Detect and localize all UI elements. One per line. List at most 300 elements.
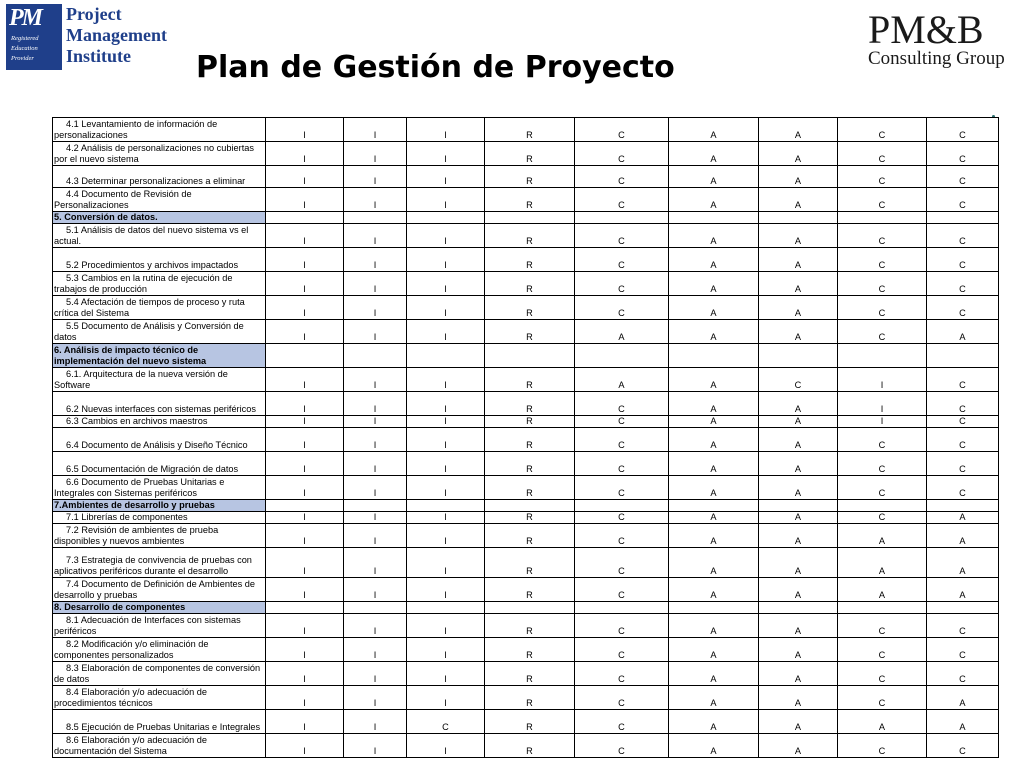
table-row xyxy=(53,392,999,416)
pmi-logo-word: Institute xyxy=(66,46,132,66)
activity-description: 7.2 Revisión de ambientes de prueba disponibles y nuevos ambientes xyxy=(53,524,266,548)
table-row xyxy=(53,578,999,602)
section-row xyxy=(53,212,999,224)
raci-cell: C xyxy=(838,142,927,166)
raci-cell: C xyxy=(575,272,669,296)
raci-cell: A xyxy=(669,662,759,686)
raci-cell: C xyxy=(575,416,669,428)
raci-cell: C xyxy=(575,710,669,734)
raci-cell: I xyxy=(407,638,485,662)
raci-cell: R xyxy=(485,118,575,142)
activity-description: 4.4 Documento de Revisión de Personalizaciones xyxy=(53,188,266,212)
raci-cell: R xyxy=(485,272,575,296)
activity-description: 5.4 Afectación de tiempos de proceso y ruta crítica del Sistema xyxy=(53,296,266,320)
raci-cell: I xyxy=(407,686,485,710)
raci-cell: I xyxy=(266,734,344,758)
raci-cell: I xyxy=(344,188,407,212)
raci-cell: C xyxy=(927,224,999,248)
raci-cell: I xyxy=(344,548,407,578)
section-row xyxy=(53,602,999,614)
raci-cell: A xyxy=(669,548,759,578)
raci-cell: R xyxy=(485,476,575,500)
raci-cell xyxy=(838,602,927,614)
raci-cell: I xyxy=(344,118,407,142)
raci-cell: C xyxy=(838,428,927,452)
raci-cell: A xyxy=(669,452,759,476)
raci-cell: I xyxy=(266,524,344,548)
raci-cell: C xyxy=(575,734,669,758)
raci-cell: A xyxy=(927,710,999,734)
raci-cell: A xyxy=(669,188,759,212)
raci-cell: A xyxy=(759,734,838,758)
raci-cell: C xyxy=(838,320,927,344)
raci-cell: C xyxy=(575,118,669,142)
raci-cell: R xyxy=(485,416,575,428)
raci-cell: A xyxy=(669,142,759,166)
raci-cell: I xyxy=(407,272,485,296)
raci-table xyxy=(52,117,999,758)
table-row xyxy=(53,662,999,686)
raci-cell: I xyxy=(266,142,344,166)
raci-cell: A xyxy=(669,296,759,320)
raci-cell xyxy=(266,602,344,614)
raci-cell: A xyxy=(575,368,669,392)
raci-cell: I xyxy=(407,248,485,272)
raci-cell: I xyxy=(407,452,485,476)
raci-cell: R xyxy=(485,524,575,548)
raci-cell: A xyxy=(759,272,838,296)
raci-cell: A xyxy=(927,320,999,344)
raci-cell xyxy=(927,500,999,512)
raci-cell xyxy=(407,212,485,224)
raci-cell: A xyxy=(838,578,927,602)
raci-cell: C xyxy=(575,224,669,248)
raci-cell: R xyxy=(485,188,575,212)
raci-cell: A xyxy=(669,224,759,248)
raci-cell xyxy=(407,500,485,512)
raci-cell: R xyxy=(485,686,575,710)
raci-cell: I xyxy=(407,662,485,686)
section-row xyxy=(53,500,999,512)
raci-cell: I xyxy=(266,188,344,212)
table-row xyxy=(53,512,999,524)
raci-cell: C xyxy=(575,524,669,548)
activity-description: 4.3 Determinar personalizaciones a eliminar xyxy=(53,166,266,188)
raci-cell: I xyxy=(266,710,344,734)
raci-cell xyxy=(838,212,927,224)
raci-cell: A xyxy=(669,476,759,500)
raci-cell: A xyxy=(927,512,999,524)
raci-cell: C xyxy=(927,188,999,212)
raci-cell: A xyxy=(759,614,838,638)
raci-cell: I xyxy=(344,614,407,638)
raci-cell: I xyxy=(407,416,485,428)
raci-cell: A xyxy=(669,368,759,392)
raci-cell: C xyxy=(927,428,999,452)
raci-cell: I xyxy=(266,118,344,142)
raci-cell: C xyxy=(838,224,927,248)
raci-cell: A xyxy=(927,524,999,548)
table-row xyxy=(53,224,999,248)
raci-cell: C xyxy=(838,272,927,296)
raci-cell: I xyxy=(344,416,407,428)
raci-cell: I xyxy=(344,512,407,524)
raci-cell: A xyxy=(759,686,838,710)
raci-cell: I xyxy=(266,662,344,686)
raci-cell xyxy=(759,602,838,614)
raci-cell xyxy=(485,500,575,512)
raci-cell: C xyxy=(575,638,669,662)
raci-matrix xyxy=(52,117,998,758)
raci-cell: I xyxy=(407,476,485,500)
raci-cell: I xyxy=(266,166,344,188)
raci-cell: C xyxy=(575,512,669,524)
raci-cell: I xyxy=(266,686,344,710)
activity-description: 4.2 Análisis de personalizaciones no cubiertas por el nuevo sistema xyxy=(53,142,266,166)
raci-cell xyxy=(575,212,669,224)
raci-cell: A xyxy=(669,578,759,602)
raci-cell: I xyxy=(407,548,485,578)
raci-cell: A xyxy=(759,548,838,578)
raci-cell: I xyxy=(407,188,485,212)
raci-cell: I xyxy=(344,428,407,452)
raci-cell xyxy=(669,344,759,368)
raci-cell: C xyxy=(927,452,999,476)
raci-cell: C xyxy=(407,710,485,734)
raci-cell: R xyxy=(485,392,575,416)
raci-cell: R xyxy=(485,142,575,166)
raci-cell: I xyxy=(266,578,344,602)
raci-cell xyxy=(575,344,669,368)
raci-cell: R xyxy=(485,734,575,758)
raci-cell: I xyxy=(266,296,344,320)
activity-description: 8.1 Adecuación de Interfaces con sistemas periféricos xyxy=(53,614,266,638)
raci-cell: C xyxy=(575,614,669,638)
raci-cell xyxy=(669,212,759,224)
activity-description: 6.5 Documentación de Migración de datos xyxy=(53,452,266,476)
raci-cell: A xyxy=(759,416,838,428)
activity-description: 8.5 Ejecución de Pruebas Unitarias e Integrales xyxy=(53,710,266,734)
raci-cell xyxy=(927,602,999,614)
raci-cell: C xyxy=(838,686,927,710)
raci-cell: I xyxy=(344,392,407,416)
raci-cell: A xyxy=(669,248,759,272)
activity-description: 6.1. Arquitectura de la nueva versión de Software xyxy=(53,368,266,392)
raci-cell xyxy=(927,212,999,224)
raci-cell: R xyxy=(485,224,575,248)
raci-cell: C xyxy=(927,734,999,758)
raci-cell xyxy=(759,500,838,512)
raci-cell: I xyxy=(344,452,407,476)
raci-cell: C xyxy=(575,662,669,686)
raci-cell: I xyxy=(407,320,485,344)
activity-description: 5.5 Documento de Análisis y Conversión de datos xyxy=(53,320,266,344)
raci-cell: R xyxy=(485,248,575,272)
raci-cell: C xyxy=(575,428,669,452)
pmi-logo-word: Project xyxy=(66,4,122,24)
raci-cell: A xyxy=(669,524,759,548)
raci-cell: R xyxy=(485,710,575,734)
raci-cell: C xyxy=(838,188,927,212)
raci-cell: A xyxy=(669,686,759,710)
raci-cell: I xyxy=(407,142,485,166)
raci-cell: I xyxy=(344,272,407,296)
raci-cell: A xyxy=(759,710,838,734)
raci-cell: I xyxy=(838,368,927,392)
raci-cell: I xyxy=(344,734,407,758)
raci-cell: R xyxy=(485,320,575,344)
raci-cell xyxy=(266,344,344,368)
slide-header xyxy=(0,0,1024,112)
raci-cell: I xyxy=(266,320,344,344)
raci-cell: I xyxy=(266,614,344,638)
section-title: 8. Desarrollo de componentes xyxy=(53,602,266,614)
table-row xyxy=(53,248,999,272)
raci-cell: I xyxy=(266,452,344,476)
activity-description: 5.2 Procedimientos y archivos impactados xyxy=(53,248,266,272)
raci-cell: A xyxy=(759,428,838,452)
raci-cell: I xyxy=(407,512,485,524)
raci-cell: A xyxy=(838,710,927,734)
raci-cell: A xyxy=(927,548,999,578)
raci-cell: C xyxy=(927,392,999,416)
activity-description: 6.2 Nuevas interfaces con sistemas periféricos xyxy=(53,392,266,416)
raci-cell: A xyxy=(669,392,759,416)
pmi-logo-mark: PM xyxy=(9,5,41,31)
raci-cell xyxy=(927,344,999,368)
activity-description: 7.3 Estrategia de convivencia de pruebas con aplicativos periféricos durante el desarrollo xyxy=(53,548,266,578)
table-row xyxy=(53,272,999,296)
raci-cell: I xyxy=(407,368,485,392)
raci-cell: C xyxy=(575,392,669,416)
activity-description: 4.1 Levantamiento de información de personalizaciones xyxy=(53,118,266,142)
raci-cell: I xyxy=(344,166,407,188)
raci-cell: C xyxy=(575,188,669,212)
raci-cell: I xyxy=(407,428,485,452)
pmi-logo-box xyxy=(6,4,62,70)
raci-cell: A xyxy=(759,118,838,142)
table-row xyxy=(53,118,999,142)
raci-cell xyxy=(344,602,407,614)
table-row xyxy=(53,428,999,452)
raci-cell: A xyxy=(759,638,838,662)
raci-cell: A xyxy=(759,512,838,524)
table-row xyxy=(53,548,999,578)
activity-description: 8.6 Elaboración y/o adecuación de documentación del Sistema xyxy=(53,734,266,758)
raci-cell: C xyxy=(838,118,927,142)
raci-cell xyxy=(759,344,838,368)
pmi-logo-words xyxy=(66,4,167,67)
raci-cell: C xyxy=(927,416,999,428)
raci-cell: A xyxy=(927,578,999,602)
raci-cell: I xyxy=(266,416,344,428)
activity-description: 7.1 Librerías de componentes xyxy=(53,512,266,524)
raci-cell: A xyxy=(759,188,838,212)
raci-cell: R xyxy=(485,166,575,188)
table-row xyxy=(53,476,999,500)
pmi-logo-word: Management xyxy=(66,25,167,45)
raci-cell: A xyxy=(669,512,759,524)
raci-cell xyxy=(838,500,927,512)
table-row xyxy=(53,368,999,392)
raci-cell xyxy=(485,212,575,224)
raci-cell: A xyxy=(838,524,927,548)
raci-cell: C xyxy=(838,476,927,500)
table-row xyxy=(53,524,999,548)
raci-cell: C xyxy=(838,614,927,638)
raci-cell xyxy=(266,212,344,224)
raci-cell: C xyxy=(838,638,927,662)
raci-cell: C xyxy=(838,512,927,524)
raci-cell: C xyxy=(575,166,669,188)
raci-cell: C xyxy=(575,476,669,500)
table-row xyxy=(53,166,999,188)
raci-cell: A xyxy=(669,272,759,296)
raci-cell: C xyxy=(927,296,999,320)
raci-cell: I xyxy=(344,248,407,272)
raci-cell: I xyxy=(344,662,407,686)
raci-cell: C xyxy=(838,662,927,686)
raci-cell: I xyxy=(344,368,407,392)
raci-cell: A xyxy=(669,734,759,758)
raci-cell: C xyxy=(927,118,999,142)
raci-cell: C xyxy=(759,368,838,392)
section-title: 7.Ambientes de desarrollo y pruebas xyxy=(53,500,266,512)
raci-cell: A xyxy=(669,118,759,142)
raci-cell: I xyxy=(266,392,344,416)
raci-cell: I xyxy=(407,614,485,638)
raci-cell: I xyxy=(407,524,485,548)
activity-description: 7.4 Documento de Definición de Ambientes de desarrollo y pruebas xyxy=(53,578,266,602)
pmi-logo-side-text: Provider xyxy=(11,55,34,62)
raci-cell: C xyxy=(575,686,669,710)
raci-cell: A xyxy=(759,524,838,548)
raci-cell: C xyxy=(927,142,999,166)
raci-cell: R xyxy=(485,428,575,452)
raci-cell: I xyxy=(266,638,344,662)
raci-cell: A xyxy=(759,142,838,166)
pmb-logo xyxy=(862,6,1017,72)
activity-description: 8.3 Elaboración de componentes de conversión de datos xyxy=(53,662,266,686)
activity-description: 6.4 Documento de Análisis y Diseño Técnico xyxy=(53,428,266,452)
raci-cell: A xyxy=(669,638,759,662)
raci-cell xyxy=(669,602,759,614)
raci-cell: C xyxy=(575,248,669,272)
raci-cell: C xyxy=(838,734,927,758)
raci-cell xyxy=(485,344,575,368)
raci-cell: I xyxy=(407,578,485,602)
raci-cell: I xyxy=(266,476,344,500)
pmi-logo-side-text: Education xyxy=(11,45,38,52)
raci-cell: I xyxy=(344,142,407,166)
raci-cell: I xyxy=(344,476,407,500)
raci-cell xyxy=(266,500,344,512)
activity-description: 6.6 Documento de Pruebas Unitarias e Integrales con Sistemas periféricos xyxy=(53,476,266,500)
raci-cell: R xyxy=(485,452,575,476)
activity-description: 8.2 Modificación y/o eliminación de componentes personalizados xyxy=(53,638,266,662)
raci-cell: C xyxy=(575,578,669,602)
raci-cell xyxy=(838,344,927,368)
raci-cell: C xyxy=(575,452,669,476)
raci-cell xyxy=(575,500,669,512)
raci-cell: A xyxy=(669,416,759,428)
section-row xyxy=(53,344,999,368)
page-title: Plan de Gestión de Proyecto xyxy=(196,50,675,85)
raci-cell: A xyxy=(759,248,838,272)
raci-cell: I xyxy=(407,166,485,188)
raci-cell xyxy=(669,500,759,512)
table-row xyxy=(53,638,999,662)
raci-cell: A xyxy=(669,428,759,452)
activity-description: 6.3 Cambios en archivos maestros xyxy=(53,416,266,428)
raci-cell: R xyxy=(485,296,575,320)
raci-cell: C xyxy=(838,166,927,188)
raci-cell: A xyxy=(927,686,999,710)
raci-cell: C xyxy=(927,272,999,296)
raci-cell: I xyxy=(344,224,407,248)
table-row xyxy=(53,686,999,710)
pmb-logo-main: PM&B xyxy=(868,7,984,52)
raci-cell xyxy=(344,212,407,224)
raci-cell xyxy=(759,212,838,224)
raci-cell: A xyxy=(759,578,838,602)
raci-cell: C xyxy=(838,248,927,272)
pmi-logo xyxy=(6,4,167,70)
raci-cell: I xyxy=(266,272,344,296)
table-row xyxy=(53,614,999,638)
raci-cell: I xyxy=(266,548,344,578)
raci-cell: C xyxy=(575,296,669,320)
raci-cell: I xyxy=(266,428,344,452)
raci-cell xyxy=(575,602,669,614)
raci-cell: I xyxy=(266,248,344,272)
raci-cell: I xyxy=(838,392,927,416)
table-row xyxy=(53,188,999,212)
raci-cell: I xyxy=(266,512,344,524)
raci-cell: A xyxy=(669,166,759,188)
raci-cell xyxy=(407,602,485,614)
section-title: 6. Análisis de impacto técnico de implementación del nuevo sistema xyxy=(53,344,266,368)
raci-cell: A xyxy=(759,320,838,344)
raci-cell: A xyxy=(759,452,838,476)
raci-cell xyxy=(485,602,575,614)
section-title: 5. Conversión de datos. xyxy=(53,212,266,224)
activity-description: 5.1 Análisis de datos del nuevo sistema vs el actual. xyxy=(53,224,266,248)
raci-cell: C xyxy=(927,166,999,188)
raci-cell: R xyxy=(485,368,575,392)
raci-cell: R xyxy=(485,548,575,578)
raci-cell: A xyxy=(669,320,759,344)
table-row xyxy=(53,452,999,476)
raci-cell: R xyxy=(485,662,575,686)
raci-cell: A xyxy=(669,710,759,734)
table-row xyxy=(53,416,999,428)
raci-cell xyxy=(344,500,407,512)
raci-cell: I xyxy=(344,320,407,344)
raci-cell: C xyxy=(575,142,669,166)
raci-cell: I xyxy=(344,296,407,320)
table-row xyxy=(53,710,999,734)
raci-cell: I xyxy=(344,578,407,602)
raci-cell: R xyxy=(485,638,575,662)
raci-cell: A xyxy=(759,296,838,320)
raci-cell xyxy=(407,344,485,368)
raci-cell: I xyxy=(838,416,927,428)
table-row xyxy=(53,734,999,758)
raci-cell: A xyxy=(838,548,927,578)
table-row xyxy=(53,142,999,166)
raci-cell: I xyxy=(344,524,407,548)
